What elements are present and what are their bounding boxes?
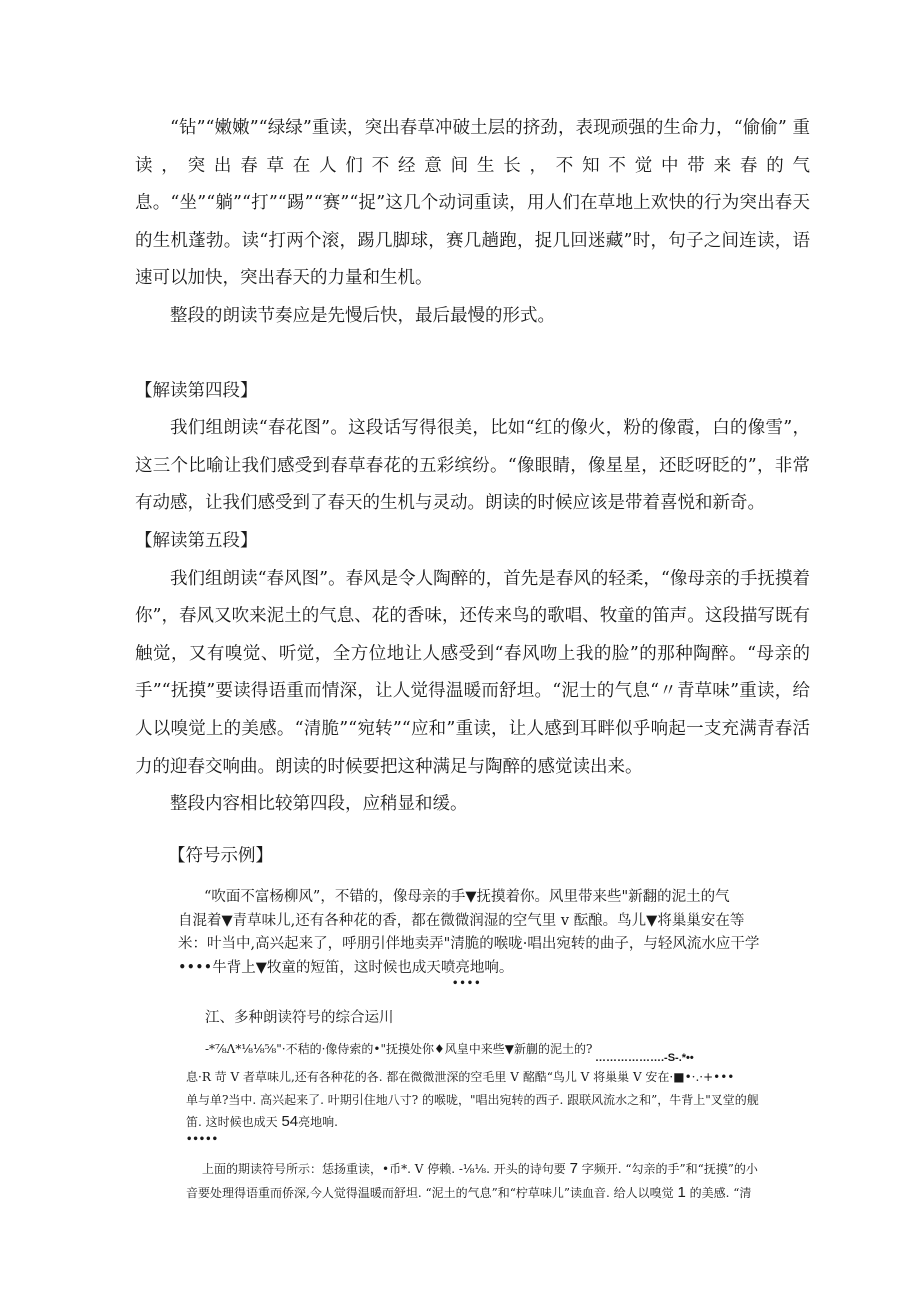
paragraph-tempo-summary: 整段内容相比较第四段，应稍显和缓。 xyxy=(170,794,468,815)
heading-section-five: 【解读第五段】 xyxy=(135,530,258,551)
example-line: 自混着▼青草味儿,还有各种花的香，都在微微润湿的空气里 v 酝酿。鸟儿▼将巢巢安在等 xyxy=(178,912,745,929)
heading-combined-symbols: 江、多种朗读符号的综合运川 xyxy=(205,1010,394,1026)
scanned-example-passage xyxy=(186,1066,806,1146)
scanned-text: 亮地响. xyxy=(298,1115,338,1129)
heading-section-four: 【解读第四段】 xyxy=(135,380,258,401)
heading-symbol-example: 【符号示例】 xyxy=(168,846,273,866)
scanned-dots: ••••• xyxy=(186,1133,218,1145)
paragraph-spring-wind: 我们组朗读“春风图”。春风是令人陶醉的，首先是春风的轻柔，“像母亲的手抚摸着你”，春风又吹来泥土的气息、花的香味，还传来鸟的歌唱、牧童的笛声。这段描写既有触觉，又有嗅觉、听觉，全方位地让人感受到“春风吻上我的脸”的那种陶醉。“母亲的手”“抚摸”要读得语重而情深，让人觉得温暖而舒坦。“泥士的气息“〃青草味”重读，给人以嗅觉上的美感。“清脆”“宛转”“应和”重读，让人感到耳畔似乎响起一支充满青春活力的迎春交响曲。朗读的时候要把这种满足与陶醉的感觉读出来。 xyxy=(135,568,810,777)
scanned-line: 单与单?当中. 高兴起来了. 叶期引住地八寸? 的喉咙，"唱出宛转的西子. 跟联风流水之和”，牛背上"叉堂的舰 xyxy=(186,1092,759,1107)
example-line: ••••牛背上▼牧童的短笛，这时候也成天喷亮地响。 xyxy=(178,959,514,976)
scanned-text: 笛. 这时候也成天 xyxy=(186,1115,278,1129)
paragraph-rhythm-summary: 整段的朗读节奏应是先慢后快，最后最慢的形式。 xyxy=(170,305,555,326)
summary-number: 7 xyxy=(569,1160,578,1177)
scanned-summary xyxy=(186,1157,796,1205)
scanned-example-first-line xyxy=(205,1038,825,1060)
paragraph-spring-flowers: 我们组朗读“春花图”。这段话写得很美，比如“红的像火，粉的像霞，白的像雪”，这三个比喻让我们感受到春草春花的五彩缤纷。“像眼睛，像星星，还眨呀眨的”，非常有动感，让我们感受到了春天的生机与灵动。朗读的时候应该是带着喜悦和新奇。 xyxy=(135,418,810,514)
symbol-example-passage xyxy=(178,886,778,980)
summary-text: 音要处理得语重而侨深,今人觉得温暖而舒坦. “泥土的气息”和“柠草味儿”读血音. 给人以嗅觉 xyxy=(186,1186,674,1200)
example-line: “吹面不富杨柳风”，不错的，像母亲的手▼抚摸着你。风里带来些"新翻的泥土的气 xyxy=(204,889,730,905)
scanned-line xyxy=(186,1111,806,1134)
summary-text: 字频开. “勾亲的手”和“抚摸”的小 xyxy=(581,1162,758,1176)
paragraph-third-section-analysis: “钻”“嫩嫩”“绿绿”重读，突出春草冲破土层的挤劲，表现顽强的生命力，“偷偷” 重读，突出春草在人们不经意间生长，不知不觉中带来春的气息。“坐”“躺”“打”“踢”“赛”“捉”这几个动词重读，用人们在草地上欢快的行为突出春天的生机蓬勃。读“打两个滚，踢几脚球，赛几趟跑，捉几回迷藏”时，句子之间连读，语速可以加快，突出春天的力量和生机。 xyxy=(135,118,810,289)
summary-text: 的美感. “清 xyxy=(689,1186,752,1200)
summary-number: 1 xyxy=(677,1184,686,1201)
scanned-line: 息·R 苛 V 者草味儿,还有各种花的各. 都在微微泄深的空毛里 V 酩酷“鸟儿 V 将巢巢 V 安在·■•·.·+••• xyxy=(186,1070,735,1084)
summary-line xyxy=(186,1181,796,1205)
scanned-dots: ……………….-S-.*•• xyxy=(595,1052,694,1064)
scanned-line: -*⅞Λ*⅛⅛⅝"·不秸的·像侍索的•"抚摸处你♦风皇中来些▼新蒯的泥土的? xyxy=(205,1042,593,1056)
summary-text: 上面的期读符号所示：恁扬重读，•币*. V 停赖. -⅛⅛. 开头的诗句要 xyxy=(202,1162,566,1176)
main-text xyxy=(135,110,810,824)
summary-line xyxy=(186,1157,796,1181)
scanned-number: 54 xyxy=(281,1113,299,1130)
example-line: 米：叶当中,高兴起来了，呼朋引伴地卖弄"清脆的喉咙·唱出宛转的曲子，与轻风流水应干学 xyxy=(178,936,760,952)
emphasis-dots: •••• xyxy=(452,978,482,989)
